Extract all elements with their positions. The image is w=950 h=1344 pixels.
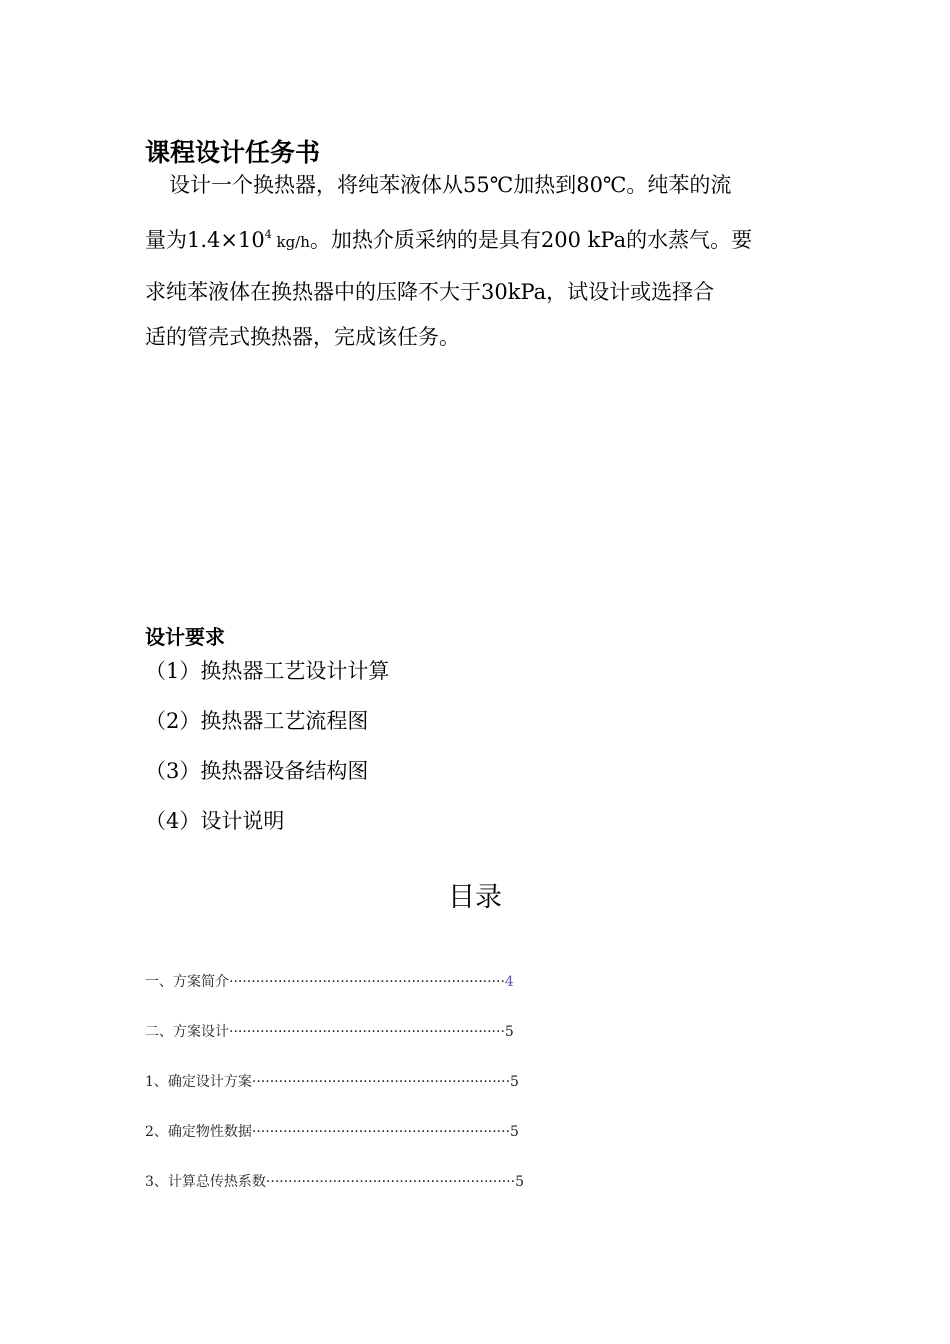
toc-entry-label[interactable]: 2、确定物性数据 — [145, 1124, 252, 1140]
toc-page-number[interactable]: 5 — [504, 1024, 514, 1040]
flow-rate-base: 量为1.4×10 — [145, 228, 265, 252]
requirement-item: （3）换热器设备结构图 — [145, 759, 369, 783]
task-line-4: 适的管壳式换热器，完成该任务。 — [145, 325, 460, 349]
toc-entry-label[interactable]: 一、方案简介 — [145, 974, 229, 990]
table-of-contents — [145, 970, 524, 1220]
task-line-1: 设计一个换热器，将纯苯液体从55℃加热到80℃。纯苯的流 — [169, 173, 732, 197]
requirements-title: 设计要求 — [145, 625, 225, 649]
toc-leader-dots: ························································ — [265, 1174, 516, 1190]
toc-entry-label[interactable]: 二、方案设计 — [145, 1024, 229, 1040]
task-line-2 — [145, 210, 810, 267]
toc-page-number[interactable]: 5 — [515, 1174, 525, 1190]
toc-leader-dots: ······························································ — [229, 974, 505, 990]
toc-entry[interactable] — [145, 1020, 524, 1070]
toc-entry[interactable] — [145, 1070, 524, 1120]
task-line-2-rest: 。加热介质采纳的是具有200 kPa的水蒸气。要 — [309, 228, 753, 252]
toc-leader-dots: ······························································ — [229, 1024, 505, 1040]
toc-page-number[interactable]: 5 — [510, 1124, 519, 1140]
toc-leader-dots: ·························································· — [251, 1124, 511, 1140]
toc-entry[interactable] — [145, 970, 524, 1020]
toc-entry-label[interactable]: 1、确定设计方案 — [145, 1074, 252, 1090]
toc-entry[interactable] — [145, 1120, 524, 1170]
toc-page-number[interactable]: 5 — [510, 1074, 519, 1090]
task-line-3: 求纯苯液体在换热器中的压降不大于30kPa，试设计或选择合 — [145, 280, 715, 304]
toc-entry-label[interactable]: 3、计算总传热系数 — [145, 1174, 266, 1190]
requirement-item: （1）换热器工艺设计计算 — [145, 659, 390, 683]
task-book-title: 课程设计任务书 — [145, 138, 321, 167]
requirements-list — [145, 650, 389, 850]
requirement-item: （4）设计说明 — [145, 809, 285, 833]
flow-rate-unit: kg/h — [271, 233, 310, 251]
task-description — [145, 160, 810, 357]
toc-title: 目录 — [448, 882, 502, 913]
toc-page-number[interactable]: 4 — [504, 974, 514, 990]
toc-leader-dots: ·························································· — [251, 1074, 511, 1090]
toc-entry[interactable] — [145, 1170, 524, 1220]
requirement-item: （2）换热器工艺流程图 — [145, 709, 369, 733]
flow-rate-exponent: 4 — [264, 228, 272, 241]
